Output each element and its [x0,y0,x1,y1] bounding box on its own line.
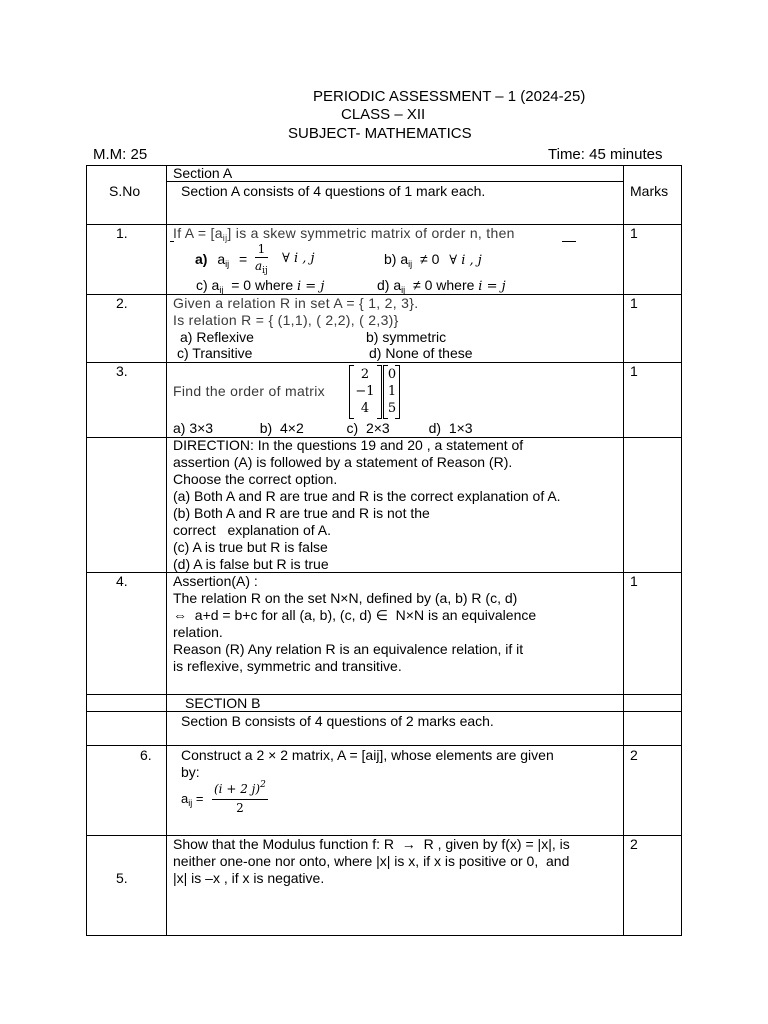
marks-value: 2 [630,836,638,852]
matrix-bracket-right [377,365,382,419]
option-a [195,251,247,267]
q1-underline-left [170,241,174,242]
forall-expr: ∀ i , j [282,251,315,266]
section-b-label: SECTION B [185,695,261,711]
row-divider [86,362,682,363]
marks-value: 1 [630,363,638,379]
option-label: a) [195,251,208,267]
col-divider-sno [166,165,167,936]
subscript: ij [188,798,193,808]
option-b [384,251,482,268]
direction-line: correct explanation of A. [173,522,331,538]
question-number: 3. [116,363,128,379]
marks-value: 1 [630,573,638,589]
question-text [173,225,515,241]
marks-value: 1 [630,295,638,311]
question-number: 5. [116,870,128,886]
question-text: ⇔ a+d = b+c for all (a, b), (c, d) ∈ N×N is an equivalence [173,607,537,623]
numerator: 1 [255,241,268,258]
option-d [377,277,506,294]
option-c: c) Transitive [177,345,253,361]
text-part: a [217,251,226,267]
text-part: c) a [196,277,220,293]
table-border-left [86,165,87,936]
table-border-right [681,165,682,936]
fraction [212,781,268,816]
condition: i = j [478,279,506,294]
option-c [196,277,324,294]
question-text: Is relation R = { (1,1), ( 2,2), ( 2,3)} [173,312,399,328]
text-part: a [181,791,189,806]
direction-line: assertion (A) is followed by a statement of Reason (R). [173,454,513,470]
formula-lhs [181,791,203,806]
text-part: = 0 where [231,277,294,293]
text-part: ] is a skew symmetric matrix of order n, then [227,225,515,241]
col-header-sno: S.No [109,183,141,199]
question-text: Find the order of matrix [173,383,325,399]
section-b-desc: Section B consists of 4 questions of 2 marks each. [181,713,494,729]
num-expr: (i + 2 j) [214,782,261,796]
numerator [212,781,268,800]
question-text: |x| is –x , if x is negative. [173,870,325,886]
time-allowed: Time: 45 minutes [548,146,663,163]
equals-sign: = [239,251,248,267]
subscript: ij [222,233,228,243]
question-text: The relation R on the set N×N, defined by (a, b) R (c, d) [173,590,518,606]
marks-value: 1 [630,225,638,241]
col-divider-marks [623,165,624,936]
direction-line: (c) A is true but R is false [173,539,328,555]
direction-line: (d) A is false but R is true [173,556,329,572]
class-label: CLASS – XII [341,106,426,123]
matrix-cell: 5 [387,401,397,416]
option-a: a) Reflexive [180,329,254,345]
subject-label: SUBJECT- MATHEMATICS [288,125,472,142]
direction-line: DIRECTION: In the questions 19 and 20 , a statement of [173,437,524,453]
denominator [255,258,268,276]
section-a-label: Section A [173,165,233,181]
options-line: a) 3×3 b) 4×2 c) 2×3 d) 1×3 [173,420,473,436]
superscript: 2 [260,780,266,790]
row-divider [86,711,682,712]
direction-line: (b) Both A and R are true and R is not the [173,505,430,521]
section-a-desc: Section A consists of 4 questions of 1 mark each. [181,183,486,199]
subscript: ij [401,285,406,295]
matrix-bracket-right [395,365,400,419]
question-number: 6. [140,747,152,763]
text-part: d) a [377,277,402,293]
question-text: is reflexive, symmetric and transitive. [173,658,402,674]
den-var: a [255,259,263,273]
matrix-cell: 2 [360,367,370,382]
subscript: ij [262,266,268,276]
marks-value: 2 [630,747,638,763]
text-part: If A = [a [173,225,223,241]
equals-sign: = [195,791,204,806]
question-text: relation. [173,624,223,640]
matrix-cell: −1 [355,384,375,399]
direction-line: (a) Both A and R are true and R is the correct explanation of A. [173,488,561,504]
question-number: 2. [116,295,128,311]
forall-expr: ∀ i , j [449,253,482,268]
q1-underline-right [562,241,576,242]
row-divider [166,181,624,182]
fraction [255,241,268,276]
exam-title: PERIODIC ASSESSMENT – 1 (2024-25) [313,88,586,105]
matrix-values [353,366,377,417]
matrix-cell: 1 [387,384,397,399]
subscript: ij [219,285,224,295]
matrix-cell: 0 [387,367,397,382]
question-text: Construct a 2 × 2 matrix, A = [aij], whose elements are given [181,747,554,763]
question-text: Assertion(A) : [173,573,258,589]
condition: i = j [297,279,325,294]
question-text: Given a relation R in set A = { 1, 2, 3}. [173,295,419,311]
question-number: 4. [116,573,128,589]
text-part: ≠ 0 where [413,277,475,293]
max-marks: M.M: 25 [93,146,148,163]
text-part: ≠ 0 [420,251,440,267]
question-text: by: [181,764,200,780]
table-border-bottom [86,935,682,936]
text-part: b) a [384,251,409,267]
option-d: d) None of these [369,345,473,361]
question-text: Reason (R) Any relation R is an equivalence relation, if it [173,641,524,657]
matrix-cell: 4 [360,401,370,416]
subscript: ij [408,259,413,269]
col-header-marks: Marks [630,183,669,199]
denominator: 2 [236,801,244,815]
row-divider [86,745,682,746]
question-number: 1. [116,225,128,241]
option-b: b) symmetric [366,329,447,345]
question-text: Show that the Modulus function f: R → R , given by f(x) = |x|, is [173,836,570,852]
subscript: ij [225,259,230,269]
question-text: neither one-one nor onto, where |x| is x, if x is positive or 0, and [173,853,570,869]
row-divider [86,694,682,695]
direction-line: Choose the correct option. [173,471,338,487]
